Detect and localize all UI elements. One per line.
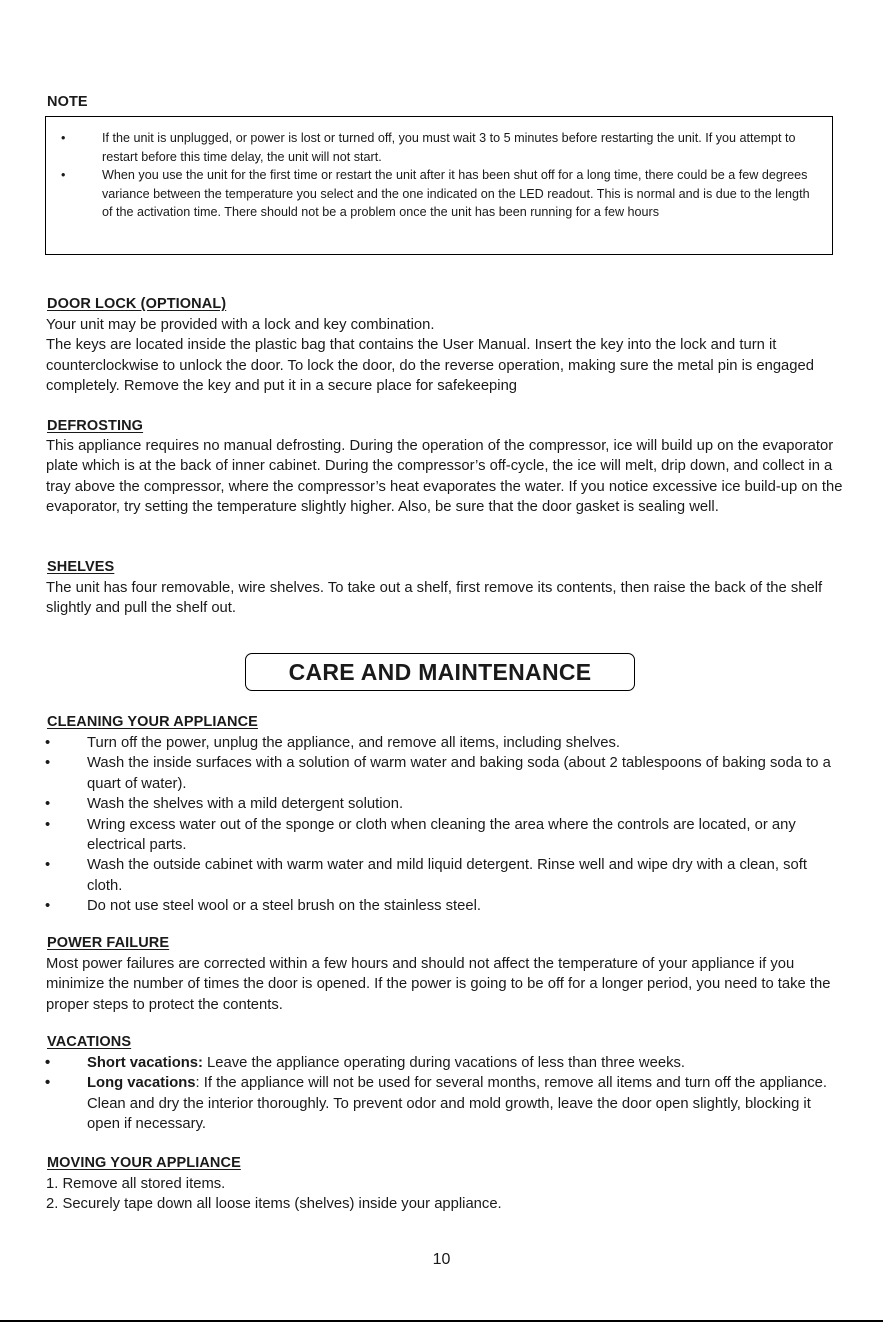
- power-failure-paragraph: Most power failures are corrected within a few hours and should not affect the temperature of your appliance if you minimize the number of times the door is opened. If the power is going to be off for a longer period, you need to take the proper steps to protect the contents.: [46, 956, 831, 1013]
- note-item: [46, 166, 832, 222]
- bullet: •: [45, 816, 51, 833]
- note-item: [46, 129, 832, 166]
- moving-list: [46, 1174, 846, 1215]
- bullet: •: [45, 796, 51, 813]
- list-item-text: Wash the inside surfaces with a solution of warm water and baking soda (about 2 tablespoons of baking soda to a quart of water).: [87, 755, 831, 792]
- note-item-text: When you use the unit for the first time or restart the unit after it has been shut off for a long time, there could be a few degrees variance between the temperature you select and the one indicated on the LED readout. This is normal and is due to the length of the activation time. There should not be a problem once the unit has been running for a few hours: [102, 168, 810, 220]
- moving-heading: MOVING YOUR APPLIANCE: [47, 1155, 241, 1171]
- list-item: [45, 733, 845, 753]
- list-item-text: Wring excess water out of the sponge or cloth when cleaning the area where the controls are located, or any electrical parts.: [87, 816, 796, 854]
- door-lock-section: [46, 315, 846, 397]
- list-item: [45, 1053, 845, 1073]
- bullet: •: [45, 735, 51, 751]
- list-item: [45, 794, 845, 814]
- page-number: 10: [432, 1251, 451, 1268]
- care-maintenance-title: CARE AND MAINTENANCE: [245, 653, 635, 691]
- door-lock-paragraph: Your unit may be provided with a lock and key combination.: [46, 317, 435, 333]
- note-box: [45, 116, 833, 255]
- long-vacations-label: Long vacations: [87, 1075, 196, 1092]
- cleaning-list: [45, 733, 845, 917]
- bullet: •: [45, 898, 51, 915]
- list-item: 1. Remove all stored items.: [46, 1176, 226, 1192]
- door-lock-paragraph: The keys are located inside the plastic bag that contains the User Manual. Insert the key into the lock and turn it counterclockwise to unlock the door. To lock the door, do the reverse operation, making sure the metal pin is engaged completely. Remove the key and put it in a secure place for safekeeping: [46, 337, 814, 395]
- note-heading: NOTE: [47, 94, 88, 110]
- list-item: [45, 855, 845, 896]
- list-item: 2. Securely tape down all loose items (shelves) inside your appliance.: [46, 1196, 502, 1213]
- bullet: •: [61, 168, 66, 183]
- list-item-text: Leave the appliance operating during vacations of less than three weeks.: [202, 1055, 685, 1071]
- bottom-rule: [0, 1320, 883, 1322]
- shelves-paragraph: The unit has four removable, wire shelves. To take out a shelf, first remove its contents, then raise the back of the shelf slightly and pull the shelf out.: [46, 580, 823, 617]
- short-vacations-label: Short vacations:: [87, 1055, 203, 1071]
- bullet: •: [45, 1055, 51, 1071]
- power-failure-heading: POWER FAILURE: [47, 935, 170, 951]
- bullet: •: [45, 1075, 51, 1092]
- defrosting-paragraph: This appliance requires no manual defrosting. During the operation of the compressor, ice will build up on the evaporator plate which is at the back of inner cabinet. During the compressor’s off-cycle, the ice will melt, drip down, and collect in a tray above the compressor, where the compressor’s heat evaporates the water. If you notice excessive ice build-up on the evaporator, try setting the temperature slightly higher. Also, be sure that the door gasket is sealing well.: [46, 438, 843, 516]
- list-item-text: Wash the outside cabinet with warm water and mild liquid detergent. Rinse well and wipe dry with a clean, soft cloth.: [87, 857, 807, 894]
- list-item: [45, 896, 845, 916]
- defrosting-heading: DEFROSTING: [47, 418, 144, 434]
- list-item-text: : If the appliance will not be used for several months, remove all items and turn off the appliance. Clean and dry the interior thoroughly. To prevent odor and mold growth, leave the door open slightly, blocking it open if necessary.: [87, 1075, 827, 1133]
- bullet: •: [61, 131, 66, 145]
- door-lock-heading: DOOR LOCK (OPTIONAL): [47, 296, 227, 312]
- list-item-text: Do not use steel wool or a steel brush on the stainless steel.: [87, 898, 481, 915]
- vacations-heading: VACATIONS: [47, 1034, 132, 1050]
- list-item-text: Turn off the power, unplug the appliance, and remove all items, including shelves.: [87, 735, 621, 751]
- vacations-list: [45, 1053, 845, 1135]
- shelves-heading: SHELVES: [47, 559, 115, 575]
- list-item: [45, 753, 845, 794]
- list-item: [45, 815, 845, 856]
- bullet: •: [45, 857, 51, 874]
- list-item-text: Wash the shelves with a mild detergent solution.: [87, 796, 404, 813]
- note-item-text: If the unit is unplugged, or power is lost or turned off, you must wait 3 to 5 minutes before restarting the unit. If you attempt to restart before this time delay, the unit will not start.: [102, 131, 796, 164]
- cleaning-heading: CLEANING YOUR APPLIANCE: [47, 714, 258, 730]
- bullet: •: [45, 755, 51, 772]
- list-item: [45, 1073, 845, 1134]
